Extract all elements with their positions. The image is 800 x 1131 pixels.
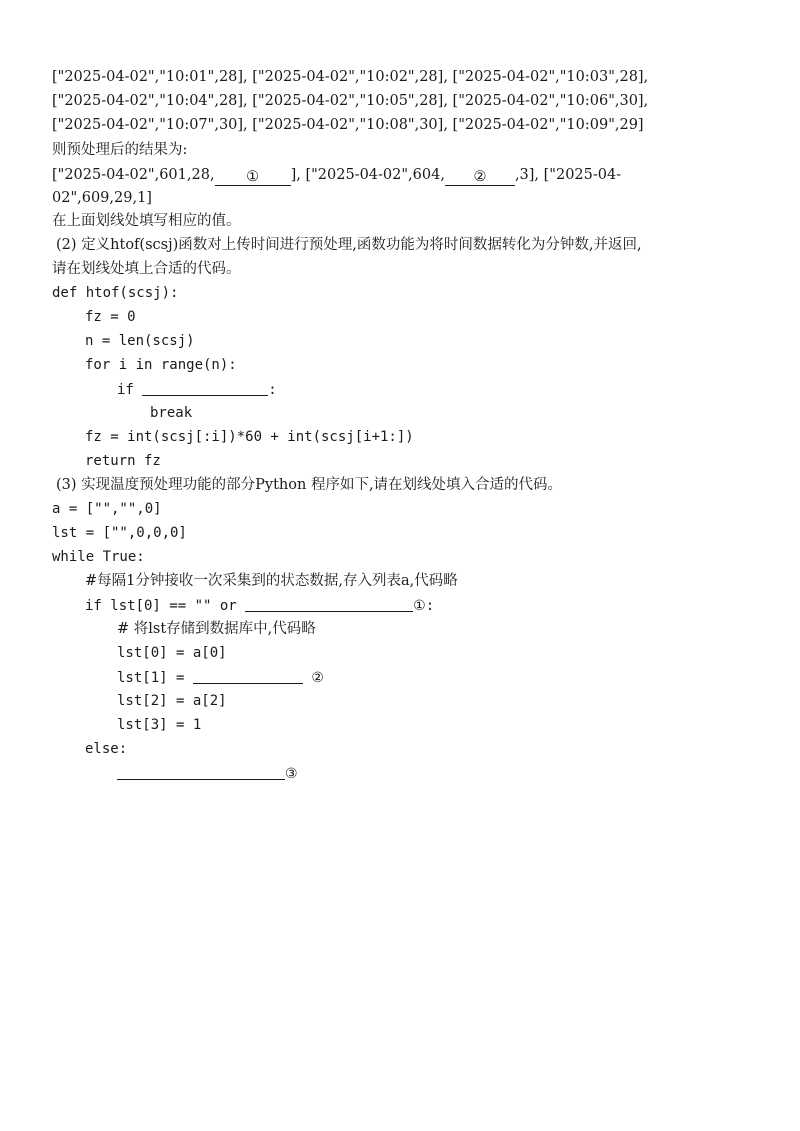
code-while: while True: xyxy=(52,549,145,565)
code-blank-if-condition[interactable] xyxy=(142,379,268,396)
data-row-3: ["2025-04-02","10:07",30], ["2025-04-02","10:08",30], ["2025-04-02","10:09",29] xyxy=(52,117,644,133)
code-mark-3: ③ xyxy=(285,766,298,782)
code-fz-calc: fz = int(scsj[:i])*60 + int(scsj[i+1:]) xyxy=(85,429,414,445)
code-blank-3[interactable] xyxy=(117,763,285,780)
result-intro: 则预处理后的结果为: xyxy=(52,142,188,158)
code-if-keyword: if xyxy=(117,382,134,398)
fill-instruction: 在上面划线处填写相应的值。 xyxy=(52,213,241,229)
code-break: break xyxy=(150,405,193,421)
result-part-2: ], ["2025-04-02",604, xyxy=(290,167,445,183)
answer-blank-1[interactable]: ① xyxy=(215,169,291,186)
answer-blank-2[interactable]: ② xyxy=(445,169,515,186)
code-lst3: lst[3] = 1 xyxy=(117,717,202,733)
code-if-colon: : xyxy=(268,382,277,398)
code-else-line xyxy=(117,763,298,784)
code-if-lst-head: if lst[0] == "" or xyxy=(85,598,237,614)
code-for-loop: for i in range(n): xyxy=(85,357,237,373)
code-lst2: lst[2] = a[2] xyxy=(117,693,227,709)
code-def-htof: def htof(scsj): xyxy=(52,285,179,301)
code-if-lst-line xyxy=(85,595,434,616)
code-blank-1[interactable] xyxy=(245,595,413,612)
result-part-3: ,3], ["2025-04- xyxy=(514,167,622,183)
result-line-2: 02",609,29,1] xyxy=(52,190,152,206)
result-line-1 xyxy=(52,165,621,186)
data-row-1: ["2025-04-02","10:01",28], ["2025-04-02","10:02",28], ["2025-04-02","10:03",28], xyxy=(52,69,649,85)
code-a-init: a = ["","",0] xyxy=(52,501,162,517)
code-if-line xyxy=(117,379,277,400)
result-part-1: ["2025-04-02",601,28, xyxy=(52,167,215,183)
q2-prompt-line-2: 请在划线处填上合适的代码。 xyxy=(52,261,241,277)
q2-prompt-line-1: (2) 定义htof(scsj)函数对上传时间进行预处理,函数功能为将时间数据转化为分钟数,并返回, xyxy=(56,237,642,253)
code-comment-receive: #每隔1分钟接收一次采集到的状态数据,存入列表a,代码略 xyxy=(85,573,458,589)
code-else: else: xyxy=(85,741,128,757)
code-lst1-line xyxy=(117,667,324,688)
q3-prompt: (3) 实现温度预处理功能的部分Python 程序如下,请在划线处填入合适的代码。 xyxy=(56,477,563,493)
code-lst0: lst[0] = a[0] xyxy=(117,645,227,661)
data-row-2: ["2025-04-02","10:04",28], ["2025-04-02","10:05",28], ["2025-04-02","10:06",30], xyxy=(52,93,649,109)
code-mark-2: ② xyxy=(311,670,324,686)
code-blank-2[interactable] xyxy=(193,667,303,684)
code-fz-init: fz = 0 xyxy=(85,309,136,325)
code-n-len: n = len(scsj) xyxy=(85,333,195,349)
code-lst-init: lst = ["",0,0,0] xyxy=(52,525,187,541)
code-comment-store: # 将lst存储到数据库中,代码略 xyxy=(117,621,316,637)
code-return: return fz xyxy=(85,453,161,469)
code-if-lst-tail: ①: xyxy=(413,598,435,614)
code-lst1: lst[1] = xyxy=(117,670,185,686)
